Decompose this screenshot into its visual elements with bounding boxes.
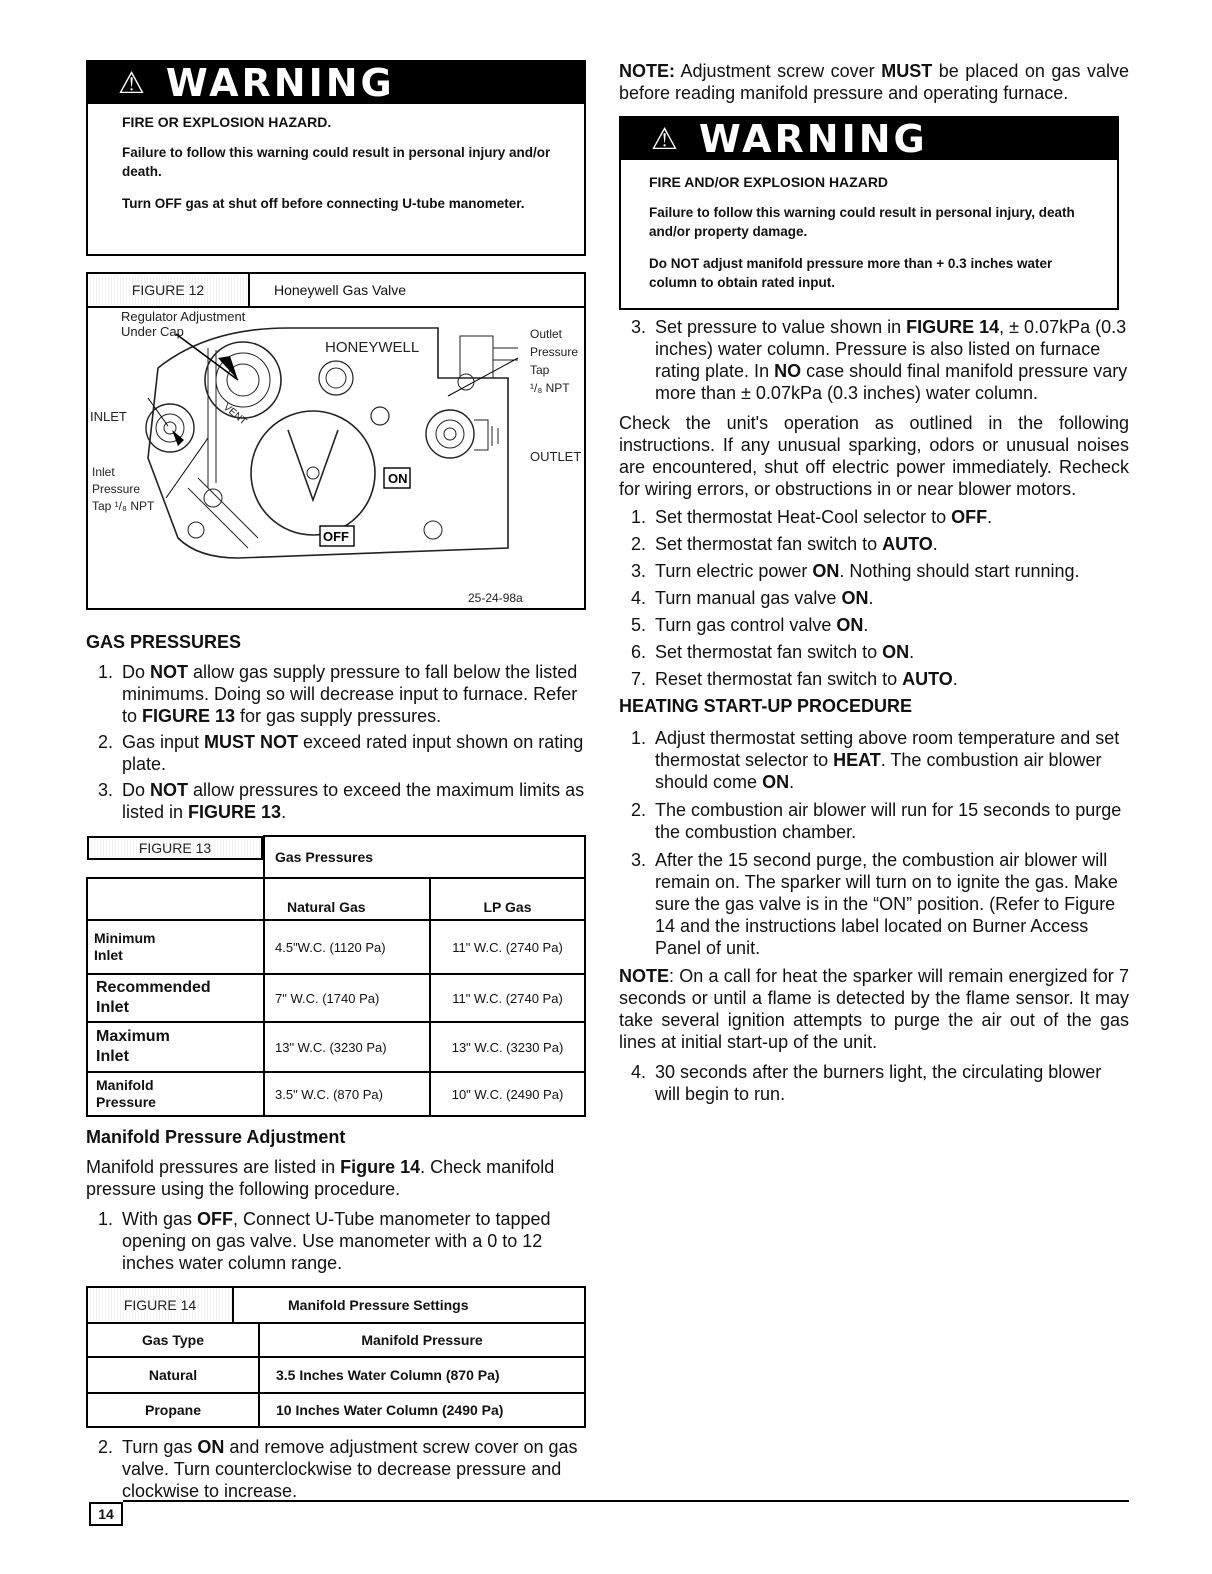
warning-title: FIRE OR EXPLOSION HAZARD.	[122, 114, 332, 130]
manifold-steps-list	[86, 1208, 586, 1274]
note-sparker: NOTE: On a call for heat the sparker will remain energized for 7 seconds or until a flame is detected by the flame sensor. It may take several ignition attempts to purge the air out of the gas lines at initial start-up of the unit.	[619, 966, 1129, 1052]
label-regulator-adjustment: Regulator Adjustment	[121, 309, 246, 324]
list-item: 5. Turn gas control valve ON.	[631, 615, 869, 635]
label-inlet-pressure-tap: Inlet	[92, 465, 115, 479]
warning-title: FIRE AND/OR EXPLOSION HAZARD	[649, 174, 889, 190]
column-header: LP Gas	[430, 878, 585, 920]
manifold-steps-list-right	[619, 316, 1129, 404]
table-row: Maximum Inlet 13" W.C. (3230 Pa) 13" W.C. (3230 Pa)	[87, 1022, 585, 1072]
label-off: OFF	[323, 529, 349, 544]
warning-text: Failure to follow this warning could result in personal injury, death and/or property damage.	[649, 205, 1075, 239]
warning-box-fire-explosion-2	[619, 116, 1119, 310]
list-item: 4. Turn manual gas valve ON.	[631, 588, 874, 608]
warning-header-text: WARNING	[698, 117, 928, 161]
left-column	[86, 60, 586, 1502]
note-adjustment-screw: NOTE: Adjustment screw cover MUST be placed on gas valve before reading manifold pressure and operating furnace.	[619, 61, 1129, 103]
warning-triangle-icon: ⚠	[118, 65, 148, 101]
label-outlet-pressure-tap: Outlet	[530, 327, 563, 341]
figure-13-gas-pressures	[86, 835, 586, 1117]
manifold-steps-list-continued	[86, 1436, 586, 1502]
list-item: 1. Set thermostat Heat-Cool selector to OFF.	[631, 507, 993, 527]
warning-box-fire-explosion	[86, 60, 586, 256]
column-header: Natural Gas	[264, 878, 430, 920]
list-item: 2. Gas input MUST NOT exceed rated input shown on rating plate.	[98, 732, 584, 774]
label-under-cap: Under Cap	[121, 324, 184, 339]
table-header-row	[88, 1324, 584, 1358]
svg-text:Pressure: Pressure	[530, 345, 579, 359]
warning-text: Do NOT adjust manifold pressure more than + 0.3 inches water column to obtain rated input.	[649, 256, 1053, 290]
svg-text:Pressure: Pressure	[92, 482, 141, 496]
list-item: 2. Set thermostat fan switch to AUTO.	[631, 534, 938, 554]
table-row: Natural 3.5 Inches Water Column (870 Pa)	[88, 1358, 584, 1394]
column-header: Gas Type	[88, 1324, 260, 1356]
list-item: 1. With gas OFF, Connect U-Tube manometer to tapped opening on gas valve. Use manometer with a 0 to 12 inches water column range.	[98, 1209, 551, 1273]
heating-startup-list-continued	[619, 1061, 1129, 1105]
figure-label: FIGURE 13	[87, 836, 263, 860]
label-honeywell: HONEYWELL	[325, 339, 420, 356]
list-item: 4. 30 seconds after the burners light, the circulating blower will begin to run.	[631, 1062, 1102, 1104]
section-heading-heating-startup: HEATING START-UP PROCEDURE	[619, 696, 913, 716]
check-operation-paragraph: Check the unit's operation as outlined in the following instructions. If any unusual sparking, odors or unusual noises are encountered, shut off electric power immediately. Recheck for wiring errors, or obstructions in or near blower motors.	[619, 413, 1129, 499]
svg-text:Tap ¹/₈ NPT: Tap ¹/₈ NPT	[92, 499, 155, 513]
warning-header	[621, 118, 1117, 160]
figure-header	[88, 274, 584, 308]
list-item: 2. Turn gas ON and remove adjustment screw cover on gas valve. Turn counterclockwise to decrease pressure and clockwise to increase.	[98, 1437, 578, 1501]
list-item: 6. Set thermostat fan switch to ON.	[631, 642, 915, 662]
control-knob	[251, 411, 375, 535]
right-column	[619, 60, 1129, 1105]
warning-triangle-icon: ⚠	[651, 121, 681, 157]
gas-pressures-list	[86, 661, 586, 823]
label-on: ON	[388, 471, 408, 486]
figure-header	[88, 1288, 584, 1324]
list-item: 1. Do NOT allow gas supply pressure to fall below the listed minimums. Doing so will decrease input to furnace. Refer to FIGURE 13 for gas supply pressures.	[98, 662, 578, 726]
warning-header-text: WARNING	[165, 61, 395, 105]
figure-title: Honeywell Gas Valve	[274, 282, 407, 298]
figure-label: FIGURE 14	[88, 1288, 234, 1322]
list-item: 3. Do NOT allow pressures to exceed the maximum limits as listed in FIGURE 13.	[98, 780, 585, 822]
label-vent: VENT	[221, 401, 249, 428]
valve-bracket	[208, 348, 216, 488]
heating-startup-list	[619, 727, 1129, 959]
page-number: 14	[89, 1502, 123, 1526]
list-item: 2. The combustion air blower will run for 15 seconds to purge the combustion chamber.	[631, 800, 1122, 842]
section-heading-manifold: Manifold Pressure Adjustment	[86, 1127, 346, 1147]
figure-label: FIGURE 12	[88, 274, 250, 306]
list-item: 1. Adjust thermostat setting above room temperature and set thermostat selector to HEAT. The combustion air blower should come ON.	[631, 728, 1120, 792]
warning-text: Failure to follow this warning could result in personal injury and/or death.	[122, 145, 551, 179]
footer-rule	[123, 1500, 1129, 1502]
table-row: Minimum Inlet 4.5"W.C. (1120 Pa) 11" W.C. (2740 Pa)	[87, 920, 585, 974]
figure-14-manifold-pressure-settings	[86, 1286, 586, 1428]
section-heading-gas-pressures: GAS PRESSURES	[86, 632, 242, 652]
table-row: Recommended Inlet 7" W.C. (1740 Pa) 11" W.C. (2740 Pa)	[87, 974, 585, 1022]
figure-title: Manifold Pressure Settings	[288, 1297, 469, 1313]
list-item: 7. Reset thermostat fan switch to AUTO.	[631, 669, 958, 689]
warning-header	[88, 62, 584, 104]
column-header: Manifold Pressure	[361, 1332, 483, 1348]
label-outlet: OUTLET	[530, 449, 582, 464]
figure-12-honeywell-gas-valve	[86, 272, 586, 610]
table-row: Propane 10 Inches Water Column (2490 Pa)	[88, 1394, 584, 1426]
list-item: 3. Turn electric power ON. Nothing should start running.	[631, 561, 1080, 581]
outlet-fitting	[426, 410, 474, 458]
gas-valve-diagram	[88, 308, 584, 606]
table-row: Manifold Pressure 3.5" W.C. (870 Pa) 10" W.C. (2490 Pa)	[87, 1072, 585, 1116]
label-inlet: INLET	[90, 409, 127, 424]
svg-text:Tap: Tap	[530, 363, 550, 377]
operation-steps-list	[619, 506, 1129, 690]
inlet-fitting	[146, 404, 194, 452]
warning-text: Turn OFF gas at shut off before connecting U-tube manometer.	[122, 196, 525, 211]
label-code: 25-24-98a	[468, 591, 523, 605]
manifold-intro: Manifold pressures are listed in Figure 14. Check manifold pressure using the following procedure.	[86, 1157, 555, 1199]
svg-text:¹/₈ NPT: ¹/₈ NPT	[530, 381, 570, 395]
list-item: 3. After the 15 second purge, the combustion air blower will remain on. The sparker will turn on to ignite the gas. Make sure the gas valve is in the “ON” position. (Refer to Figure 14 and the instructions label located on Burner Access Panel of unit.	[631, 850, 1118, 958]
figure-title: Gas Pressures	[264, 836, 585, 878]
list-item: 3. Set pressure to value shown in FIGURE 14, ± 0.07kPa (0.3 inches) water column. Pressure is also listed on furnace rating plate. In NO case should final manifold pressure vary more than ± 0.07kPa (0.3 inches) water column.	[631, 317, 1128, 403]
gas-pressures-table	[86, 835, 586, 1117]
table-corner	[87, 878, 264, 920]
